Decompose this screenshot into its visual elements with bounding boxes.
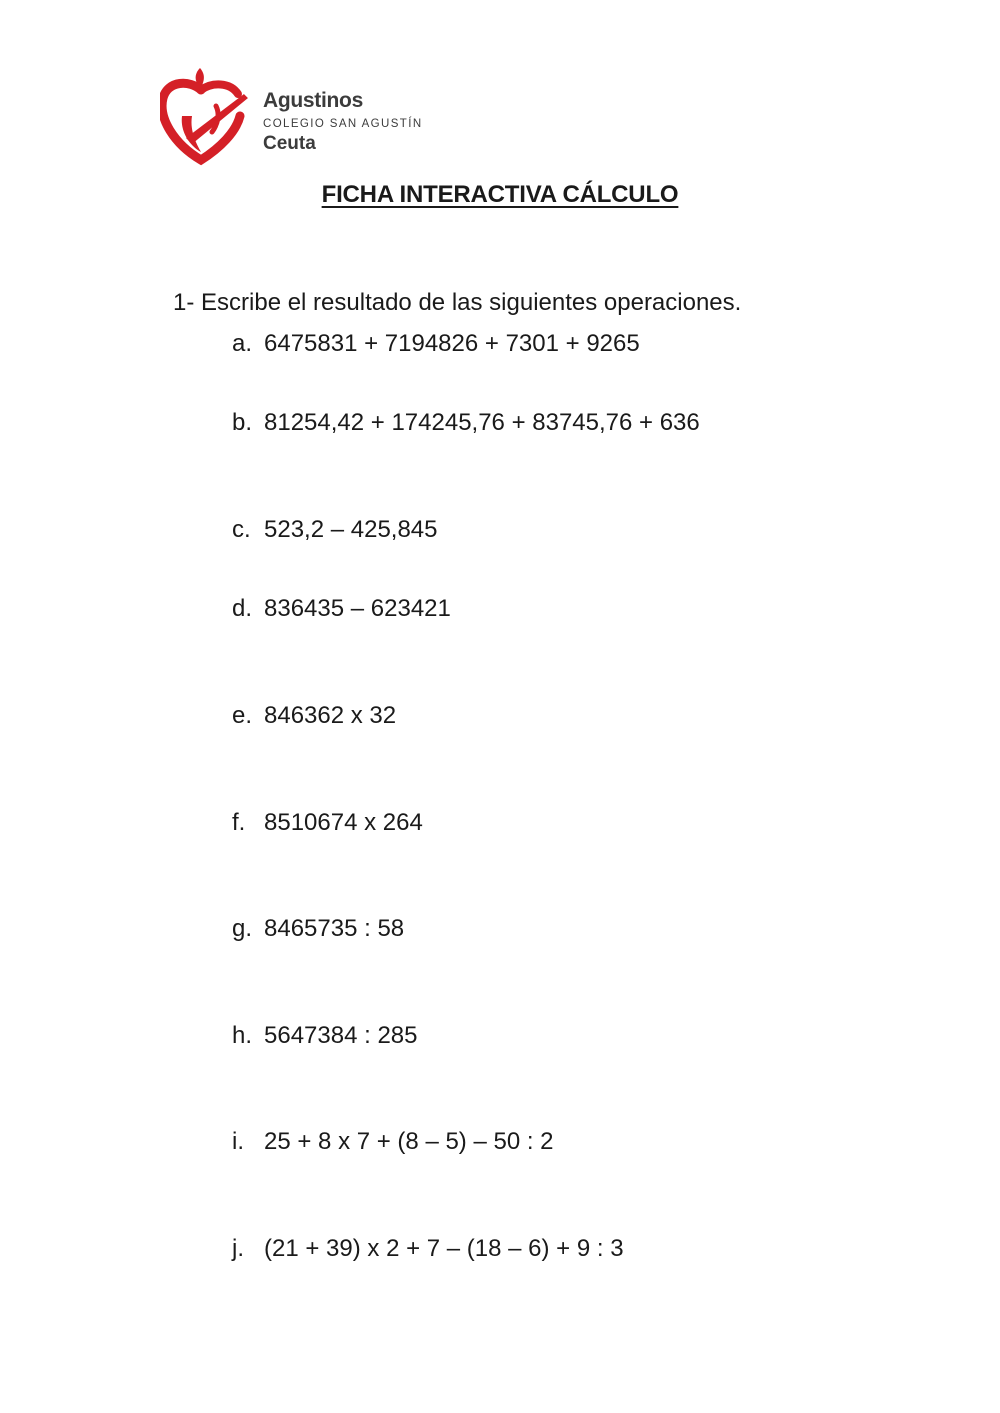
operation-letter: i. — [232, 1128, 244, 1155]
page-title: FICHA INTERACTIVA CÁLCULO — [321, 181, 679, 208]
exercise-instruction: 1- Escribe el resultado de las siguientes operaciones. — [173, 289, 742, 316]
operation-expression: 846362 x 32 — [264, 702, 397, 729]
answer-input-g[interactable] — [264, 954, 828, 982]
operation-expression: 81254,42 + 174245,76 + 83745,76 + 636 — [264, 409, 700, 436]
operation-letter: e. — [232, 702, 253, 729]
answer-input-h[interactable] — [264, 1061, 828, 1089]
operation-g — [232, 914, 404, 944]
operation-letter: c. — [232, 516, 251, 543]
operation-expression: 5647384 : 285 — [264, 1022, 418, 1049]
operation-expression: 8465735 : 58 — [264, 915, 405, 942]
answer-input-j[interactable] — [264, 1274, 828, 1302]
operation-b — [232, 408, 700, 438]
answer-input-e[interactable] — [264, 741, 828, 769]
logo-name: Agustinos — [263, 89, 363, 112]
operation-letter: h. — [232, 1022, 253, 1049]
operation-expression: 6475831 + 7194826 + 7301 + 9265 — [264, 330, 640, 357]
answer-input-d[interactable] — [264, 634, 828, 662]
logo-city: Ceuta — [263, 133, 316, 154]
apple-heart-pen-logo-icon — [160, 66, 252, 166]
operation-letter: d. — [232, 595, 253, 622]
answer-input-f[interactable] — [264, 848, 828, 876]
operation-e — [232, 701, 396, 731]
logo-school: COLEGIO SAN AGUSTÍN — [263, 118, 423, 130]
operation-expression: 25 + 8 x 7 + (8 – 5) – 50 : 2 — [264, 1128, 554, 1155]
operation-a — [232, 329, 640, 359]
answer-input-c[interactable] — [264, 550, 828, 578]
school-logo — [160, 66, 460, 168]
operation-h — [232, 1021, 417, 1051]
answer-input-b[interactable] — [264, 446, 828, 474]
operation-letter: a. — [232, 330, 253, 357]
operation-expression: 523,2 – 425,845 — [264, 516, 438, 543]
answer-input-i[interactable] — [264, 1167, 828, 1195]
operation-letter: f. — [232, 809, 246, 836]
operation-expression: (21 + 39) x 2 + 7 – (18 – 6) + 9 : 3 — [264, 1235, 624, 1262]
operation-j — [232, 1234, 624, 1264]
operation-expression: 8510674 x 264 — [264, 809, 423, 836]
operation-letter: g. — [232, 915, 253, 942]
answer-input-a[interactable] — [264, 362, 828, 390]
operation-c — [232, 515, 438, 545]
operation-letter: b. — [232, 409, 253, 436]
operation-d — [232, 594, 451, 624]
logo-text — [263, 88, 463, 155]
operation-f — [232, 808, 423, 838]
operation-i — [232, 1127, 554, 1157]
operation-letter: j. — [232, 1235, 244, 1262]
operation-expression: 836435 – 623421 — [264, 595, 451, 622]
